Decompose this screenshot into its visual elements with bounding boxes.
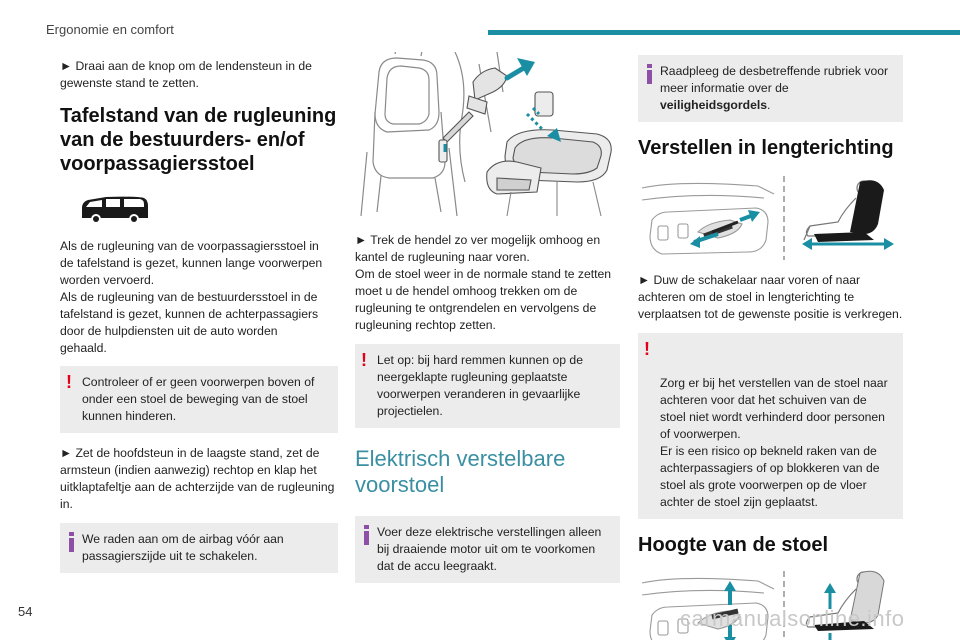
tilt-instruction-line: rugleuning rechtop zetten. bbox=[355, 318, 496, 332]
section-heading-seat-height: Hoogte van de stoel bbox=[638, 534, 829, 556]
header-accent-bar bbox=[488, 30, 960, 35]
table-position-text-line: de tafelstand is gezet, kunnen lange voorwerpen bbox=[60, 256, 323, 270]
table-position-text-line: tafelstand is gezet, kunnen de achterpassagiers bbox=[60, 307, 319, 321]
warning-icon: ! bbox=[644, 339, 650, 359]
seat-table-position-illustration bbox=[357, 52, 619, 220]
info-icon bbox=[646, 64, 653, 84]
longitudinal-instruction: ► Duw de schakelaar naar voren of naar achteren om de stoel in lengterichting te verplaatsen tot de gewenste positie is verkregen. bbox=[638, 273, 903, 321]
table-position-text-line: Als de rugleuning van de voorpassagiersstoel in bbox=[60, 239, 319, 253]
info-text-suffix: . bbox=[767, 98, 771, 112]
longitudinal-adjust-illustration bbox=[638, 170, 903, 262]
info-box bbox=[355, 516, 620, 583]
info-text-bold: veiligheidsgordels bbox=[660, 98, 768, 112]
chapter-title: Ergonomie en comfort bbox=[46, 22, 174, 37]
table-position-text-line: worden vervoerd. bbox=[60, 273, 155, 287]
info-icon bbox=[363, 525, 370, 545]
section-heading-table-position: Tafelstand van de rugleuning van de bestuurders- en/of voorpassagiersstoel bbox=[60, 105, 337, 175]
warning-text: Controleer of er geen voorwerpen boven of onder een stoel de beweging van de stoel kunnen hinderen. bbox=[82, 375, 315, 423]
table-position-text-line: Als de rugleuning van de bestuurdersstoel in de bbox=[60, 290, 318, 304]
info-box bbox=[638, 55, 903, 122]
info-text: We raden aan om de airbag vóór aan passagierszijde uit te schakelen. bbox=[82, 532, 284, 563]
info-icon bbox=[68, 532, 75, 552]
info-text: Voer deze elektrische verstellingen alleen bij draaiende motor uit om te voorkomen dat de accu leegraakt. bbox=[377, 525, 602, 573]
tilt-instruction-line: rugleuning te ontgrendelen en vervolgens de bbox=[355, 301, 597, 315]
warning-icon: ! bbox=[66, 372, 72, 392]
warning-box bbox=[638, 333, 903, 519]
headrest-instruction: ► Zet de hoofdsteun in de laagste stand, zet de armsteun (indien aanwezig) rechtop en klap het uitklaptafeltje aan de achterzijde van de rugleuning in. bbox=[60, 446, 335, 511]
column-3 bbox=[638, 55, 903, 640]
warning-icon: ! bbox=[361, 350, 367, 370]
tilt-instruction-line: ► Trek de hendel zo ver mogelijk omhoog en bbox=[355, 233, 601, 247]
column-1 bbox=[60, 58, 338, 573]
tilt-instruction-line: Om de stoel weer in de normale stand te zetten bbox=[355, 267, 612, 281]
column-2 bbox=[355, 232, 620, 583]
info-text: Raadpleeg de desbetreffende rubriek voor meer informatie over de bbox=[660, 64, 889, 95]
info-box bbox=[60, 523, 338, 573]
page-number: 54 bbox=[18, 604, 33, 619]
warning-box bbox=[60, 366, 338, 433]
watermark: carmanualsonline.info bbox=[680, 606, 905, 631]
lumbar-instruction: ► Draai aan de knop om de lendensteun in de gewenste stand te zetten. bbox=[60, 59, 312, 90]
table-position-text-line: gehaald. bbox=[60, 341, 107, 355]
tilt-instruction-line: kantel de rugleuning naar voren. bbox=[355, 250, 530, 264]
section-heading-electric-seat: Elektrisch verstelbare voorstoel bbox=[355, 446, 566, 497]
tilt-instruction-line: moet u de hendel omhoog trekken om de bbox=[355, 284, 578, 298]
table-position-text-line: door de hulpdiensten uit de auto worden bbox=[60, 324, 278, 338]
warning-text: Zorg er bij het verstellen van de stoel naar achteren voor dat het schuiven van de stoel niet wordt verhinderd door personen of voorwerpen. Er is een risico op bekneld raken van de achterpassagiers of op blokkeren van de stoel als grote voorwerpen op de vloer achter de stoel zijn geplaatst. bbox=[660, 376, 888, 509]
warning-text: Let op: bij hard remmen kunnen op de neergeklapte rugleuning geplaatste voorwerpen veranderen in gevaarlijke projectielen. bbox=[377, 353, 583, 418]
warning-box bbox=[355, 344, 620, 428]
section-heading-longitudinal: Verstellen in lengterichting bbox=[638, 137, 894, 159]
van-icon bbox=[76, 194, 152, 226]
